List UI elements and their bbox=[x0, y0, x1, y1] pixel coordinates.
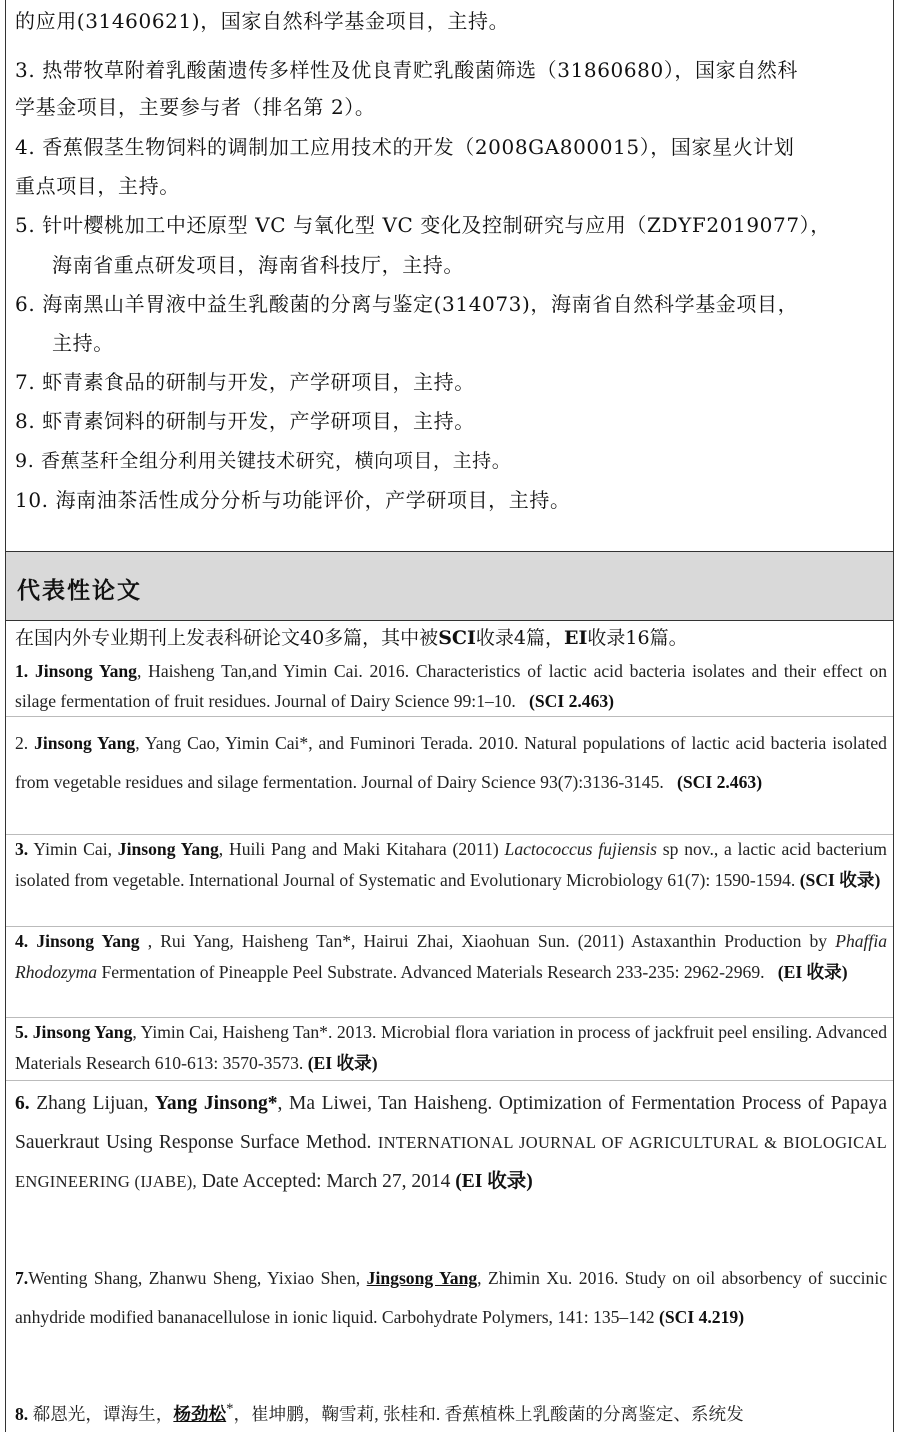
project-line: 4. 香蕉假茎生物饲料的调制加工应用技术的开发（2008GA800015），国家星火计划 bbox=[15, 135, 795, 159]
project-line: 主持。 bbox=[52, 331, 114, 355]
species-name: Lactococcus fujiensis bbox=[504, 839, 657, 859]
reference-item: 1. Jinsong Yang, Haisheng Tan,and Yimin Cai. 2016. Characteristics of lactic acid bacteria isolates and their effect on silage fermentation of fruit residues. Journal of Dairy Science 99:1–10. (SCI 2.463) bbox=[15, 661, 887, 711]
reference-item: 3. Yimin Cai, Jinsong Yang, Huili Pang and Maki Kitahara (2011) Lactococcus fujiensis sp nov., a lactic acid bacterium isolated from vegetable. International Journal of Systematic and Evolutionary Microbiology 61(7): 1590-1594. (SCI 收录) bbox=[15, 839, 887, 890]
project-line: 学基金项目，主要参与者（排名第 2）。 bbox=[15, 95, 376, 119]
projects-list bbox=[6, 0, 893, 552]
index-tag: (SCI 2.463) bbox=[677, 771, 763, 792]
project-line: 7. 虾青素食品的研制与开发，产学研项目，主持。 bbox=[15, 370, 475, 394]
project-line: 重点项目，主持。 bbox=[15, 174, 180, 198]
reference-item: 4. Jinsong Yang , Rui Yang, Haisheng Tan*, Hairui Zhai, Xiaohuan Sun. (2011) Astaxanthin Production by Phaffia Rhodozyma Fermentation of Pineapple Peel Substrate. Advanced Materials Research 233-235: 2962-2969. (EI 收录) bbox=[15, 931, 888, 982]
reference-item: 6. Zhang Lijuan, Yang Jinsong*, Ma Liwei, Tan Haisheng. Optimization of Fermentation Process of Papaya Sauerkraut Using Response Surface Method. INTERNATIONAL JOURNAL OF AGRICULTURAL & BIOLOGICAL ENGINEERING (IJABE), Date Accepted: March 27, 2014 (EI 收录) bbox=[15, 1093, 888, 1192]
reference-item: 7.Wenting Shang, Zhanwu Sheng, Yixiao Shen, Jingsong Yang, Zhimin Xu. 2016. Study on oil absorbency of succinic anhydride modified bananacellulose in ionic liquid. Carbohydrate Polymers, 141: 135–142 (SCI 4.219) bbox=[15, 1268, 888, 1327]
reference-item: 2. Jinsong Yang, Yang Cao, Yimin Cai*, and Fuminori Terada. 2010. Natural populations of lactic acid bacteria isolated from vegetable residues and silage fermentation. Journal of Dairy Science 93(7):3136-3145. (SCI 2.463) bbox=[15, 733, 887, 792]
author-highlight: Jinsong Yang bbox=[36, 931, 140, 951]
author-highlight: Yang Jinsong* bbox=[154, 1093, 278, 1114]
divider bbox=[6, 716, 893, 717]
project-line: 10. 海南油茶活性成分分析与功能评价，产学研项目，主持。 bbox=[15, 488, 571, 512]
project-line: 海南省重点研发项目，海南省科技厅，主持。 bbox=[52, 253, 464, 277]
papers-intro: 在国内外专业期刊上发表科研论文40多篇，其中被SCI收录4篇，EI收录16篇。 bbox=[15, 627, 688, 649]
author-highlight: 杨劲松 bbox=[173, 1403, 227, 1424]
project-line: 9. 香蕉茎秆全组分利用关键技术研究，横向项目，主持。 bbox=[15, 450, 512, 472]
index-tag: (SCI 收录) bbox=[799, 869, 881, 890]
author-highlight: Jinsong Yang bbox=[117, 839, 219, 859]
journal-name: INTERNATIONAL JOURNAL OF AGRICULTURAL & BIOLOGICAL ENGINEERING (IJABE), bbox=[15, 1133, 887, 1191]
index-tag: (EI 收录) bbox=[455, 1171, 533, 1192]
project-line: 6. 海南黑山羊胃液中益生乳酸菌的分离与鉴定(314073)，海南省自然科学基金项目， bbox=[15, 292, 799, 316]
divider bbox=[6, 1080, 893, 1081]
author-highlight: Jinsong Yang bbox=[32, 1022, 133, 1042]
index-tag: (EI 收录) bbox=[307, 1052, 378, 1073]
author-highlight: Jinsong Yang bbox=[35, 661, 137, 681]
project-line: 5. 针叶樱桃加工中还原型 VC 与氧化型 VC 变化及控制研究与应用（ZDYF2019077）， bbox=[15, 213, 831, 237]
index-tag: (SCI 2.463) bbox=[529, 691, 615, 711]
section-title: 代表性论文 bbox=[17, 578, 142, 604]
project-line: 8. 虾青素饲料的研制与开发，产学研项目，主持。 bbox=[15, 409, 475, 433]
author-highlight: Jinsong Yang bbox=[34, 733, 136, 753]
document-frame bbox=[5, 0, 894, 1432]
species-name: Phaffia Rhodozyma bbox=[15, 931, 888, 982]
author-highlight: Jingsong Yang bbox=[366, 1268, 478, 1288]
project-line: 的应用(31460621)，国家自然科学基金项目，主持。 bbox=[15, 9, 510, 33]
section-header bbox=[6, 552, 893, 621]
reference-item: 5. Jinsong Yang, Yimin Cai, Haisheng Tan*. 2013. Microbial flora variation in process of jackfruit peel ensiling. Advanced Materials Research 610-613: 3570-3573. (EI 收录) bbox=[15, 1022, 887, 1073]
index-tag: (SCI 4.219) bbox=[659, 1306, 745, 1327]
reference-item: 8. 郗恩光，谭海生，杨劲松*，崔坤鹏，鞠雪莉, 张桂和. 香蕉植株上乳酸菌的分离鉴定、系统发 bbox=[15, 1401, 744, 1424]
project-line: 3. 热带牧草附着乳酸菌遗传多样性及优良青贮乳酸菌筛选（31860680），国家自然科 bbox=[15, 58, 799, 82]
index-tag: (EI 收录) bbox=[777, 961, 848, 982]
